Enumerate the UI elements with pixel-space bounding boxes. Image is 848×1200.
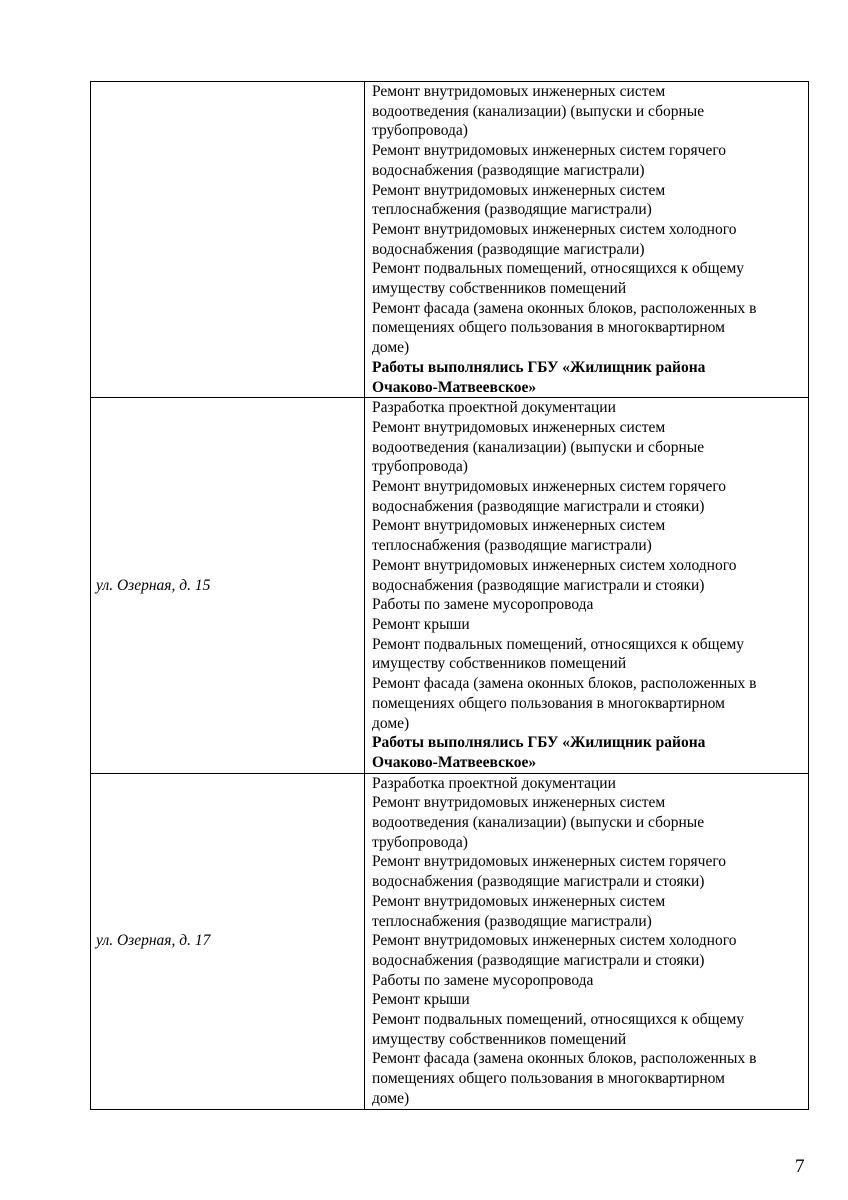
work-item-line: доме)	[372, 714, 410, 732]
work-item-line: Работы по замене мусоропровода	[372, 971, 594, 989]
address-cell: ул. Озерная, д. 15	[91, 398, 365, 773]
work-item-line: водоснабжения (разводящие магистрали)	[372, 161, 645, 179]
contractor-note-line: Очаково-Матвеевское»	[372, 753, 537, 771]
work-item-line: теплоснабжения (разводящие магистрали)	[372, 912, 652, 930]
work-item-line: водоотведения (канализации) (выпуски и сборные	[372, 438, 705, 456]
table-row	[91, 82, 809, 398]
work-item-line: Ремонт крыши	[372, 615, 470, 633]
work-item-line: водоснабжения (разводящие магистрали и стояки)	[372, 951, 705, 969]
contractor-note-line: Очаково-Матвеевское»	[372, 378, 537, 396]
work-item-line: Ремонт внутридомовых инженерных систем	[372, 83, 666, 100]
work-item-line: Разработка проектной документации	[372, 774, 616, 792]
work-item-line: теплоснабжения (разводящие магистрали)	[372, 537, 652, 555]
work-item-line: Ремонт подвальных помещений, относящихся к общему	[372, 260, 745, 278]
work-item-line: теплоснабжения (разводящие магистрали)	[372, 201, 652, 219]
work-item-line: помещениях общего пользования в многоквартирном	[372, 694, 725, 712]
work-item-line: водоснабжения (разводящие магистрали и стояки)	[372, 576, 705, 594]
address-cell: ул. Озерная, д. 17	[91, 773, 365, 1109]
works-cell	[365, 773, 809, 1109]
works-cell	[365, 398, 809, 773]
work-item-line: трубопровода)	[372, 833, 468, 851]
work-item-line: имуществу собственников помещений	[372, 280, 627, 298]
work-item-line: доме)	[372, 339, 410, 357]
work-item-line: Работы по замене мусоропровода	[372, 596, 594, 614]
work-item-line: помещениях общего пользования в многоквартирном	[372, 319, 725, 337]
contractor-note-line: Работы выполнялись ГБУ «Жилищник района	[372, 734, 706, 752]
work-item-line: Ремонт крыши	[372, 991, 470, 1009]
contractor-note-line: Работы выполнялись ГБУ «Жилищник района	[372, 358, 706, 376]
address-cell	[91, 82, 365, 398]
page-number: 7	[795, 1156, 805, 1177]
works-table	[90, 81, 809, 1110]
work-item-line: Ремонт внутридомовых инженерных систем горячего	[372, 478, 727, 496]
work-item-line: имуществу собственников помещений	[372, 1030, 627, 1048]
work-item-line: водоснабжения (разводящие магистрали и стояки)	[372, 873, 705, 891]
work-item-line: водоотведения (канализации) (выпуски и сборные	[372, 102, 705, 120]
work-item-line: имуществу собственников помещений	[372, 655, 627, 673]
work-item-line: Ремонт внутридомовых инженерных систем	[372, 418, 666, 436]
work-item-line: Разработка проектной документации	[372, 399, 616, 417]
table-row	[91, 398, 809, 773]
works-cell	[365, 82, 809, 398]
work-item-line: Ремонт внутридомовых инженерных систем горячего	[372, 853, 727, 871]
work-item-line: Ремонт внутридомовых инженерных систем холодного	[372, 220, 737, 238]
work-item-line: Ремонт внутридомовых инженерных систем	[372, 181, 666, 199]
work-item-line: Ремонт фасада (замена оконных блоков, расположенных в	[372, 299, 757, 317]
work-item-line: водоснабжения (разводящие магистрали)	[372, 240, 645, 258]
work-item-line: трубопровода)	[372, 458, 468, 476]
work-item-line: доме)	[372, 1089, 410, 1107]
work-item-line: Ремонт внутридомовых инженерных систем горячего	[372, 142, 727, 160]
work-item-line: Ремонт внутридомовых инженерных систем	[372, 517, 666, 535]
work-item-line: Ремонт подвальных помещений, относящихся к общему	[372, 1011, 745, 1029]
work-item-line: Ремонт внутридомовых инженерных систем	[372, 794, 666, 812]
work-item-line: Ремонт внутридомовых инженерных систем холодного	[372, 932, 737, 950]
work-item-line: водоснабжения (разводящие магистрали и стояки)	[372, 497, 705, 515]
work-item-line: Ремонт подвальных помещений, относящихся к общему	[372, 635, 745, 653]
work-item-line: помещениях общего пользования в многоквартирном	[372, 1070, 725, 1088]
work-item-line: Ремонт внутридомовых инженерных систем	[372, 892, 666, 910]
work-item-line: водоотведения (канализации) (выпуски и сборные	[372, 814, 705, 832]
work-item-line: Ремонт фасада (замена оконных блоков, расположенных в	[372, 675, 757, 693]
table-row	[91, 773, 809, 1109]
work-item-line: Ремонт фасада (замена оконных блоков, расположенных в	[372, 1050, 757, 1068]
work-item-line: Ремонт внутридомовых инженерных систем холодного	[372, 556, 737, 574]
work-item-line: трубопровода)	[372, 122, 468, 140]
